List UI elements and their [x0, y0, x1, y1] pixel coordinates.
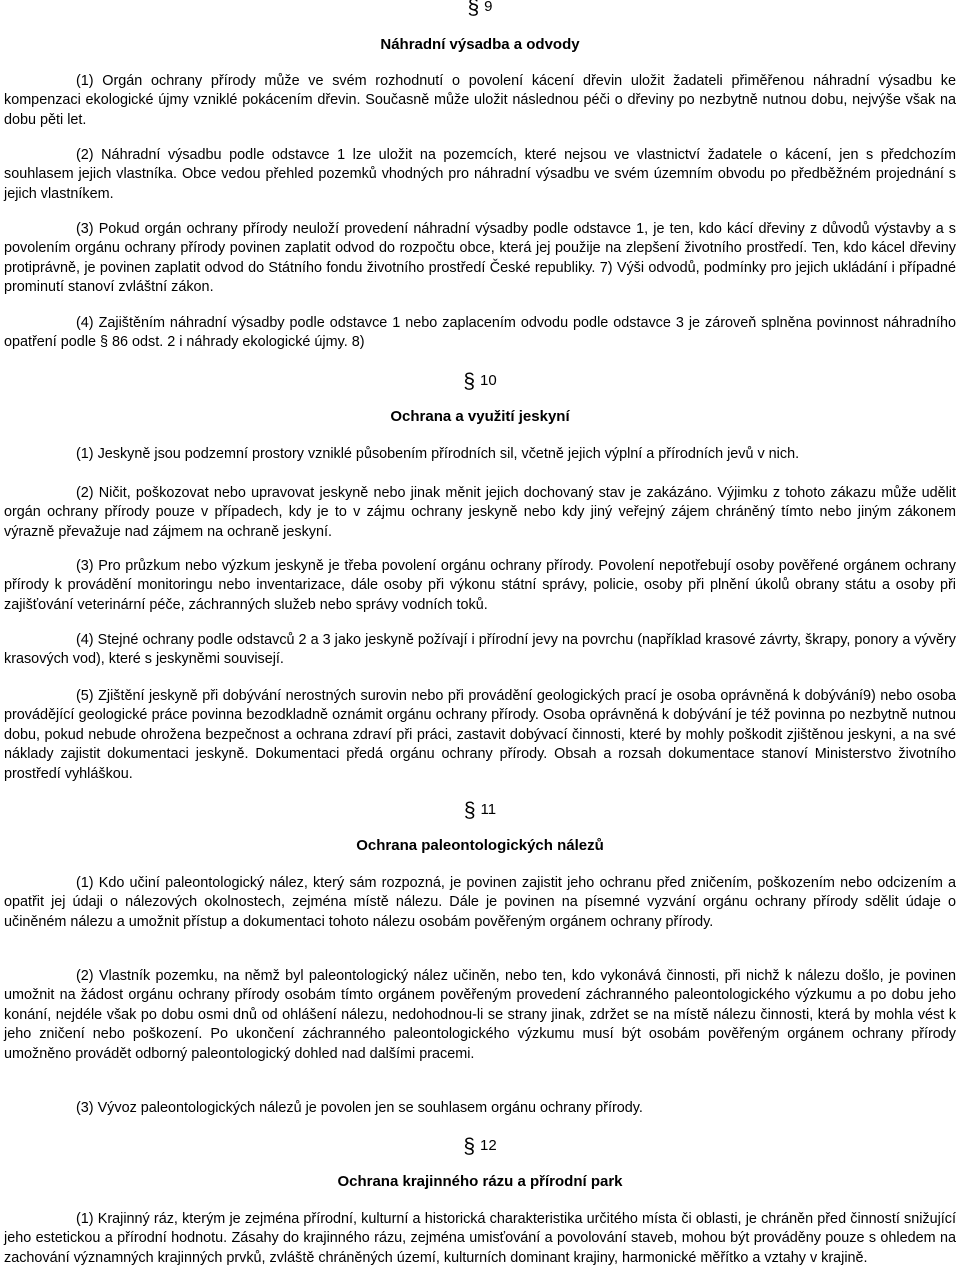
- section-symbol: §: [463, 799, 476, 822]
- section-number-text: 12: [480, 1137, 497, 1154]
- section-heading-12: Ochrana krajinného rázu a přírodní park: [337, 1173, 623, 1190]
- section-number-text: 10: [480, 372, 497, 389]
- paragraph-12-1: (1) Krajinný ráz, kterým je zejména přírodní, kulturní a historická charakteristika určitého místa či oblasti, je chráněn před činností snižující jeho estetickou a přírodní hodnotu. Zásahy do krajinného rázu, zejména umisťování a povolování staveb, mohou být prováděny pouze s ohledem na zachování významných krajinných prvků, zvláště chráněných území, kulturních dominant krajiny, harmonické měřítko a vztahy v krajině.: [4, 1211, 956, 1266]
- paragraph-10-3: (3) Pro průzkum nebo výzkum jeskyně je třeba povolení orgánu ochrany přírody. Povolení nepotřebují osoby pověřené orgánem ochrany přírody k provádění monitoringu nebo inventarizace, dále osoby při výkonu státní správy, policie, osoby při plnění úkolů obrany státu a osoby při zajišťování veterinární péče, záchranných služeb nebo správy vodních toků.: [4, 558, 956, 613]
- section-number-12: [0, 1137, 960, 1156]
- section-heading-11: Ochrana paleontologických nálezů: [356, 837, 604, 854]
- section-heading-10: Ochrana a využití jeskyní: [390, 408, 570, 425]
- paragraph-11-1: (1) Kdo učiní paleontologický nález, který sám rozpozná, je povinen zajistit jeho ochranu před zničením, poškozením nebo odcizením a opatřit jej údaji o nálezových okolnostech, zejména místě nálezu. Dále je povinen na písemné vyzvání orgánu ochrany přírody sdělit údaje o učiněném nálezu a umožnit přístup a dokumentaci tohoto nálezu osobám pověřeným orgánem ochrany přírody.: [4, 875, 956, 930]
- paragraph-9-3: (3) Pokud orgán ochrany přírody neuloží provedení náhradní výsadby podle odstavce 1, je ten, kdo kácí dřeviny z důvodů výstavby a s povolením orgánu ochrany přírody povinen zaplatit odvod do rozpočtu obce, která jej použije na zlepšení životního prostředí. Ten, kdo kácel dřeviny protiprávně, je povinen zaplatit odvod do Státního fondu životního prostředí České republiky. 7) Výši odvodů, podmínky pro jejich ukládání i případné prominutí stanoví zvláštní zákon.: [4, 221, 956, 296]
- paragraph-10-2: (2) Ničit, poškozovat nebo upravovat jeskyně nebo jinak měnit jejich dochovaný stav je zakázáno. Výjimku z tohoto zákazu může udělit orgán ochrany přírody pouze v případech, kdy je to v zájmu ochrany jeskyně nebo kdy jiný veřejný zájem chráněný tímto nebo jiným zákonem výrazně převažuje nad zájmem na ochraně jeskyní.: [4, 485, 956, 540]
- section-heading-9: Náhradní výsadba a odvody: [380, 36, 580, 53]
- paragraph-9-4: (4) Zajištěním náhradní výsadby podle odstavce 1 nebo zaplacením odvodu podle odstavce 3 je zároveň splněna povinnost náhradního opatření podle § 86 odst. 2 i náhrady ekologické újmy. 8): [4, 315, 956, 351]
- paragraph-9-2: (2) Náhradní výsadbu podle odstavce 1 lze uložit na pozemcích, které nejsou ve vlastnictví žadatele o kácení, jen s předchozím souhlasem jejich vlastníka. Obce vedou přehled pozemků vhodných pro náhradní výsadbu ve svém územním obvodu po předběžném projednání s jejich vlastníkem.: [4, 147, 956, 202]
- section-number-11: [0, 801, 960, 820]
- paragraph-11-3: (3) Vývoz paleontologických nálezů je povolen jen se souhlasem orgánu ochrany přírody.: [76, 1100, 643, 1116]
- section-number-text: 11: [480, 801, 497, 818]
- paragraph-10-4: (4) Stejné ochrany podle odstavců 2 a 3 jako jeskyně požívají i přírodní jevy na povrchu (například krasové závrty, škrapy, ponory a vývěry krasových vod), které s jeskyněmi souvisejí.: [4, 632, 956, 668]
- paragraph-10-1: (1) Jeskyně jsou podzemní prostory vzniklé působením přírodních sil, včetně jejich výplní a přírodních jevů v nich.: [76, 446, 800, 462]
- paragraph-11-2: (2) Vlastník pozemku, na němž byl paleontologický nález učiněn, nebo ten, kdo vykonává činnosti, při nichž k nálezu došlo, je povinen umožnit na žádost orgánu ochrany přírody osobám tímto orgánem pověřeným provedení záchranného paleontologického výzkumu a po dobu jeho konání, nejdéle však po dobu osmi dnů od ohlášení nálezu, nedohodnou-li se strany jinak, zdržet se na místě nálezu činnosti, která by mohla vést k jeho zničení nebo poškození. Po ukončení záchranného paleontologického výzkumu musí být osobám pověřeným orgánem ochrany přírody umožněno provádět odborný paleontologický dohled nad dalšími pracemi.: [4, 968, 956, 1062]
- section-number-10: [0, 372, 960, 391]
- paragraph-9-1: (1) Orgán ochrany přírody může ve svém rozhodnutí o povolení kácení dřevin uložit žadateli přiměřenou náhradní výsadbu ke kompenzaci ekologické újmy vzniklé pokácením dřevin. Současně může uložit následnou péči o dřeviny po nezbytně nutnou dobu, nejvýše však na dobu pěti let.: [4, 73, 956, 128]
- section-symbol: §: [463, 370, 475, 393]
- section-number-9: [0, 0, 960, 17]
- section-symbol: §: [463, 1135, 475, 1158]
- section-symbol: §: [467, 0, 480, 19]
- paragraph-10-5: (5) Zjištění jeskyně při dobývání nerostných surovin nebo při provádění geologických prací je osoba oprávněná k dobývání9) nebo osoba provádějící geologické práce povinna bezodkladně oznámit orgánu ochrany přírody. Osoba oprávněná k dobývání je též povinna po nezbytně nutnou dobu, pokud nebude ohrožena bezpečnost a ochrana zdraví při práci, zastavit dobývací činnosti, které by mohly poškodit zjištěnou jeskyni, a na své náklady zajistit dokumentaci jeskyně. Dokumentaci předá orgánu ochrany přírody. Obsah a rozsah dokumentace stanoví Ministerstvo životního prostředí vyhláškou.: [4, 688, 956, 782]
- section-number-text: 9: [484, 0, 493, 15]
